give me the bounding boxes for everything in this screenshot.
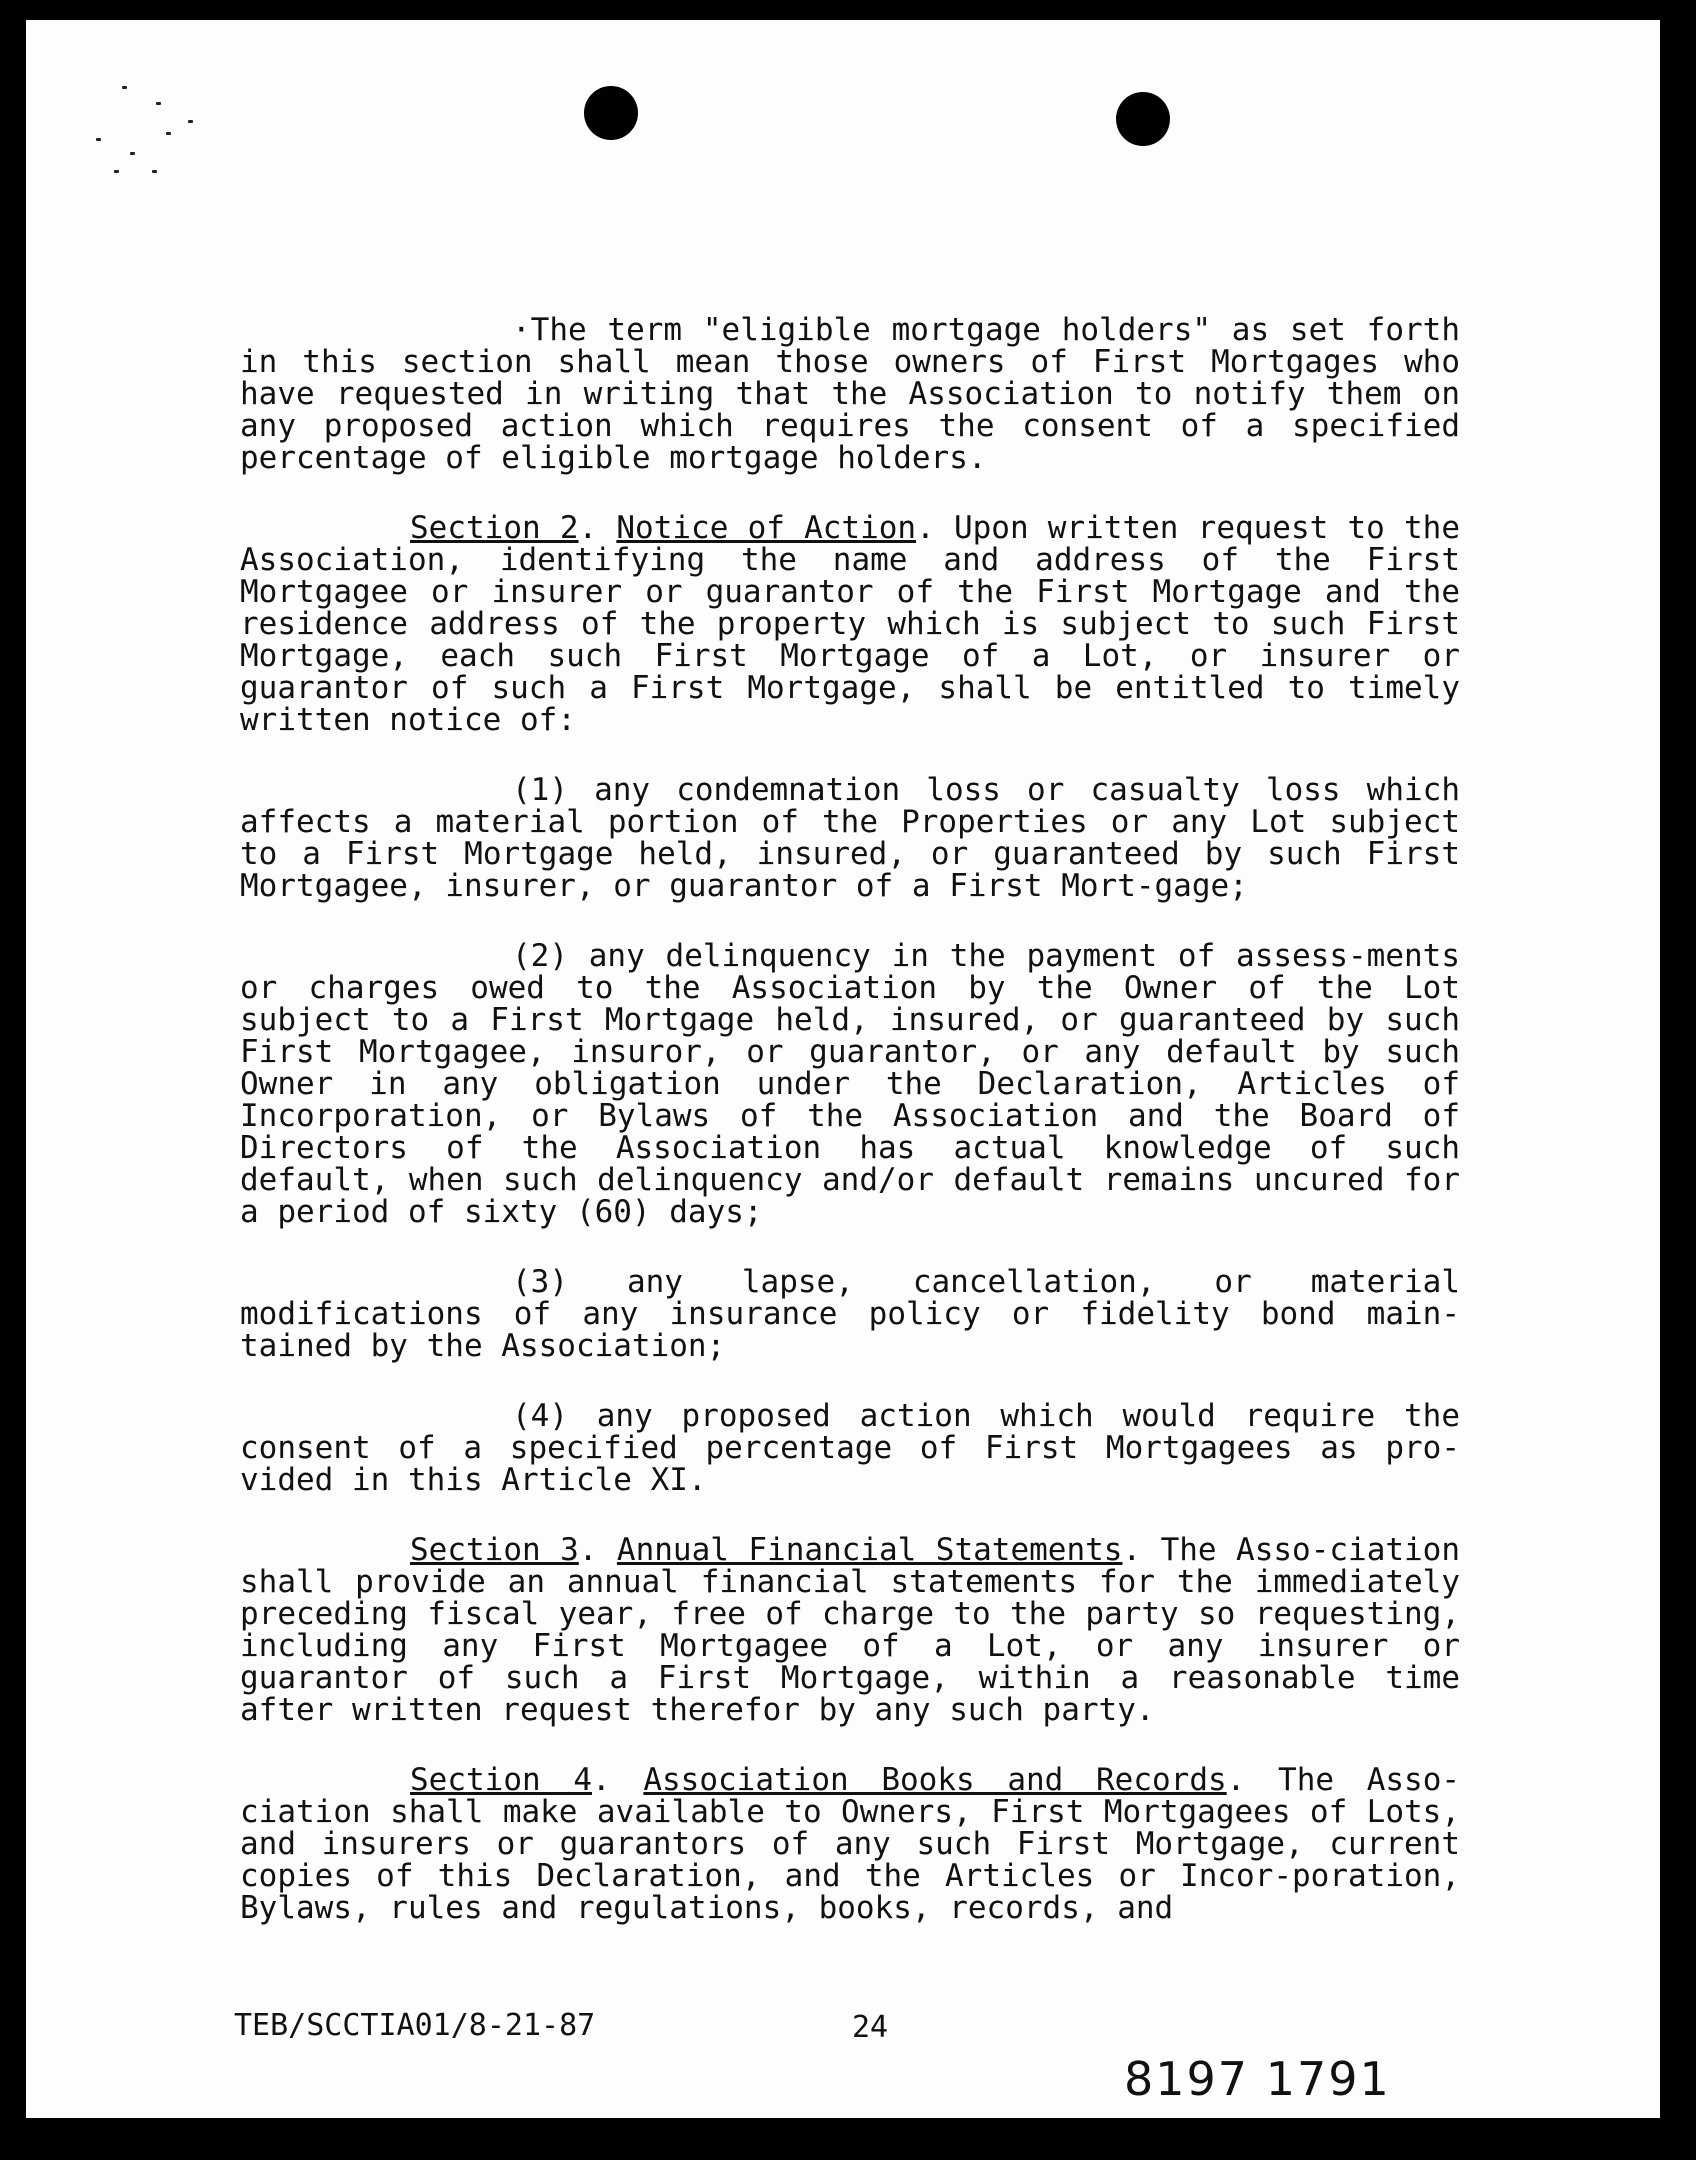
punch-hole-left [584,86,638,140]
scan-speck [114,170,119,173]
page-number: 24 [852,2010,889,2045]
scan-speck [130,152,135,155]
section-3-label: Section 3 [410,1532,579,1568]
section-3-title: Annual Financial Statements [616,1532,1123,1568]
scan-speck [152,170,157,173]
section-4-body: The Asso-ciation shall make available to Owners, First Mortgagees of Lots, and insurers or guarantors of any such First Mortgage, current copies of this Declaration, and the Articles or Incor-poration, Bylaws, rules and regulations, books, records, and [240,1762,1461,1926]
scan-speck [188,120,193,123]
list-item: (1) any condemnation loss or casualty loss which affects a material portion of the Properties or any Lot subject to a First Mortgage held, insured, or guaranteed by such First Mortgagee, insurer, or guarantor of a First Mort-gage; [240,772,1460,904]
document-body [240,314,1460,1962]
section-4-title: Association Books and Records [643,1762,1227,1798]
section-2-label: Section 2 [410,510,579,546]
list-item: (4) any proposed action which would require the consent of a specified percentage of First Mortgagees as pro-vided in this Article XI. [240,1398,1460,1498]
section-3-body: The Asso-ciation shall provide an annual financial statements for the immediately preceding fiscal year, free of charge to the party so requesting, including any First Mortgagee of a Lot, or any insurer or guarantor of such a First Mortgage, within a reasonable time after written request therefor by any such party. [240,1532,1461,1728]
scan-speck [156,102,161,105]
section-2-paragraph: Section 2. Notice of Action. Upon written request to the Association, identifying the name and address of the First Mortgagee or insurer or guarantor of the First Mortgage and the residence address of the property which is subject to such First Mortgage, each such First Mortgage of a Lot, or insurer or guarantor of such a First Mortgage, shall be entitled to timely written notice of: [240,510,1461,738]
scan-speck [122,86,127,89]
intro-paragraph: ·The term "eligible mortgage holders" as set forth in this section shall mean those owners of First Mortgages who have requested in writing that the Association to notify them on any proposed action which requires the consent of a specified percentage of eligible mortgage holders. [240,312,1460,476]
list-item: (2) any delinquency in the payment of assess-ments or charges owed to the Association by the Owner of the Lot subject to a First Mortgage held, insured, or guaranteed by such First Mortgagee, insuror, or guarantor, or any default by such Owner in any obligation under the Declaration, Articles of Incorporation, or Bylaws of the Association and the Board of Directors of the Association has actual knowledge of such default, when such delinquency and/or default remains uncured for a period of sixty (60) days; [240,938,1460,1230]
scan-speck [96,138,101,141]
section-3-paragraph: Section 3. Annual Financial Statements. The Asso-ciation shall provide an annual financial statements for the immediately preceding fiscal year, free of charge to the party so requesting, including any First Mortgagee of a Lot, or any insurer or guarantor of such a First Mortgage, within a reasonable time after written request therefor by any such party. [240,1532,1461,1728]
punch-hole-right [1116,92,1170,146]
section-2-title: Notice of Action [616,510,917,546]
section-4-paragraph: Section 4. Association Books and Records. The Asso-ciation shall make available to Owners, First Mortgagees of Lots, and insurers or guarantors of any such First Mortgage, current copies of this Declaration, and the Articles or Incor-poration, Bylaws, rules and regulations, books, records, and [240,1762,1461,1926]
section-4-label: Section 4 [410,1762,592,1798]
document-id: TEB/SCCTIA01/8-21-87 [234,2008,596,2043]
bates-number: 8197 1791 [1124,2052,1391,2106]
scan-speck [166,132,171,135]
section-2-body: Upon written request to the Association, identifying the name and address of the First Mortgagee or insurer or guarantor of the First Mortgage and the residence address of the property which is subject to such First Mortgage, each such First Mortgage of a Lot, or insurer or guarantor of such a First Mortgage, shall be entitled to timely written notice of: [240,510,1461,738]
list-item: (3) any lapse, cancellation, or material modifications of any insurance policy or fidelity bond main-tained by the Association; [240,1264,1460,1364]
